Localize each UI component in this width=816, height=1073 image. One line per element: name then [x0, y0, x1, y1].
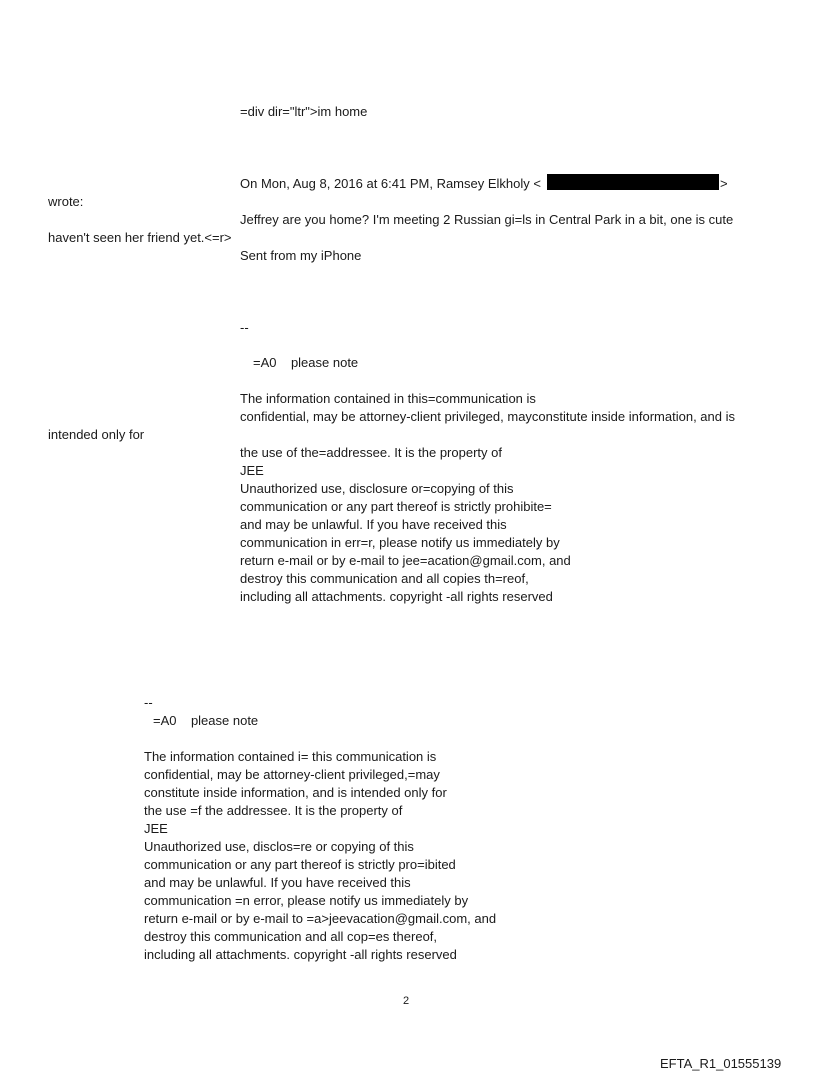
signature-1-line: communication or any part thereof is strictly prohibite=: [240, 499, 552, 514]
signature-2-line: communication or any part thereof is strictly pro=ibited: [144, 857, 456, 872]
signature-1-line: Unauthorized use, disclosure or=copying of this: [240, 481, 514, 496]
signature-1-line: the use of the=addressee. It is the property of: [240, 445, 502, 460]
signature-1-line: communication in err=r, please notify us immediately by: [240, 535, 560, 550]
redaction-bar: [547, 174, 719, 190]
signature-1-note: =A0 please note: [253, 355, 359, 370]
quote-header-wrap: wrote:: [48, 194, 84, 209]
signature-1-line: The information contained in this=communication is: [240, 391, 536, 406]
signature-2-line: return e-mail or by e-mail to =a>jeevacation@gmail.com, and: [144, 911, 497, 926]
signature-2-line: confidential, may be attorney-client privileged,=may: [144, 767, 440, 782]
signature-1-line: JEE: [240, 463, 264, 478]
signature-1-line: and may be unlawful. If you have received this: [240, 517, 507, 532]
signature-2-line: the use =f the addressee. It is the property of: [144, 803, 403, 818]
quoted-message-line-1: Jeffrey are you home? I'm meeting 2 Russian gi=ls in Central Park in a bit, one is cute: [240, 212, 734, 227]
signature-1-line: including all attachments. copyright -all rights reserved: [240, 589, 553, 604]
signature-2-line: Unauthorized use, disclos=re or copying of this: [144, 839, 414, 854]
signature-2-note: =A0 please note: [153, 713, 259, 728]
signature-2-line: including all attachments. copyright -all rights reserved: [144, 947, 457, 962]
quote-header-end: >: [720, 176, 728, 191]
signature-2-line: destroy this communication and all cop=es thereof,: [144, 929, 438, 944]
signature-1-line: return e-mail or by e-mail to jee=acation@gmail.com, and: [240, 553, 571, 568]
signature-2-line: The information contained i= this communication is: [144, 749, 437, 764]
signature-1-line: intended only for: [48, 427, 145, 442]
signature-1-line: confidential, may be attorney-client privileged, mayconstitute inside information, and is: [240, 409, 735, 424]
signature-1-line: destroy this communication and all copies th=reof,: [240, 571, 529, 586]
quoted-message-line-2: haven't seen her friend yet.<=r>: [48, 230, 232, 245]
signature-2-line: JEE: [144, 821, 168, 836]
page-number: 2: [403, 995, 410, 1007]
signature-2-dashes: --: [144, 695, 153, 710]
reply-text: =div dir="ltr">im home: [240, 104, 368, 119]
sent-from-line: Sent from my iPhone: [240, 248, 362, 263]
signature-2-line: communication =n error, please notify us immediately by: [144, 893, 469, 908]
signature-2-line: constitute inside information, and is intended only for: [144, 785, 447, 800]
quote-header: On Mon, Aug 8, 2016 at 6:41 PM, Ramsey Elkholy <: [240, 176, 541, 191]
signature-1-dashes: --: [240, 320, 249, 335]
document-id: EFTA_R1_01555139: [660, 1056, 782, 1071]
signature-2-line: and may be unlawful. If you have received this: [144, 875, 411, 890]
